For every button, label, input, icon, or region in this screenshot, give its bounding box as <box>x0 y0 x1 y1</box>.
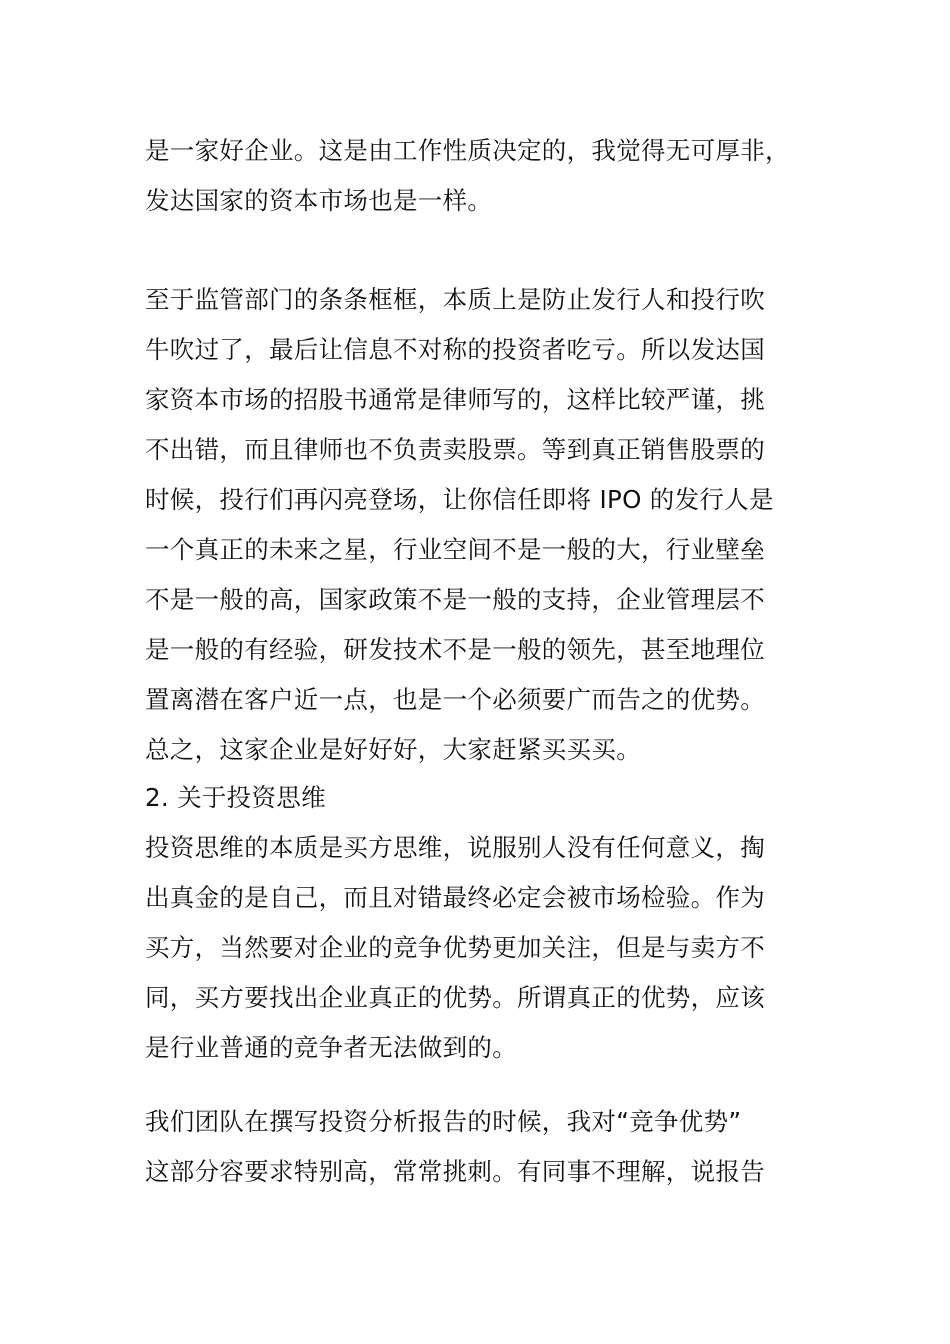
text-line: 是一般的有经验，研发技术不是一般的领先，甚至地理位 <box>145 635 765 664</box>
text-line: 我们团队在撰写投资分析报告的时候，我对“竞争优势” <box>145 1107 742 1136</box>
text-line: 是行业普通的竞争者无法做到的。 <box>145 1033 517 1062</box>
text-line: 牛吹过了，最后让信息不对称的投资者吃亏。所以发达国 <box>145 335 765 364</box>
text-line: 出真金的是自己，而且对错最终必定会被市场检验。作为 <box>145 883 765 912</box>
paragraph <box>145 823 810 1073</box>
text-line: 置离潜在客户近一点，也是一个必须要广而告之的优势。 <box>145 685 765 714</box>
text-line: 是一家好企业。这是由工作性质决定的，我觉得无可厚非， <box>145 136 790 165</box>
text-line: 不是一般的高，国家政策不是一般的支持，企业管理层不 <box>145 585 765 614</box>
paragraph <box>145 275 810 775</box>
text-line: 投资思维的本质是买方思维，说服别人没有任何意义，掏 <box>145 833 765 862</box>
text-line: 家资本市场的招股书通常是律师写的，这样比较严谨，挑 <box>145 385 765 414</box>
section-heading <box>145 773 810 823</box>
text-line: 总之，这家企业是好好好，大家赶紧买买买。 <box>145 735 641 764</box>
text-line: 买方，当然要对企业的竞争优势更加关注，但是与卖方不 <box>145 933 765 962</box>
paragraph <box>145 1097 810 1197</box>
text-line: 一个真正的未来之星，行业空间不是一般的大，行业壁垒 <box>145 535 765 564</box>
paragraph <box>145 126 810 226</box>
text-line: 至于监管部门的条条框框，本质上是防止发行人和投行吹 <box>145 285 765 314</box>
text-line: 不出错，而且律师也不负责卖股票。等到真正销售股票的 <box>145 435 765 464</box>
text-line: 这部分容要求特别高，常常挑刺。有同事不理解，说报告 <box>145 1157 765 1186</box>
text-line: 发达国家的资本市场也是一样。 <box>145 186 493 215</box>
section-heading-text: 2. 关于投资思维 <box>145 783 326 812</box>
text-line: 同，买方要找出企业真正的优势。所谓真正的优势，应该 <box>145 983 765 1012</box>
text-line: 时候，投行们再闪亮登场，让你信任即将 IPO 的发行人是 <box>145 485 774 514</box>
